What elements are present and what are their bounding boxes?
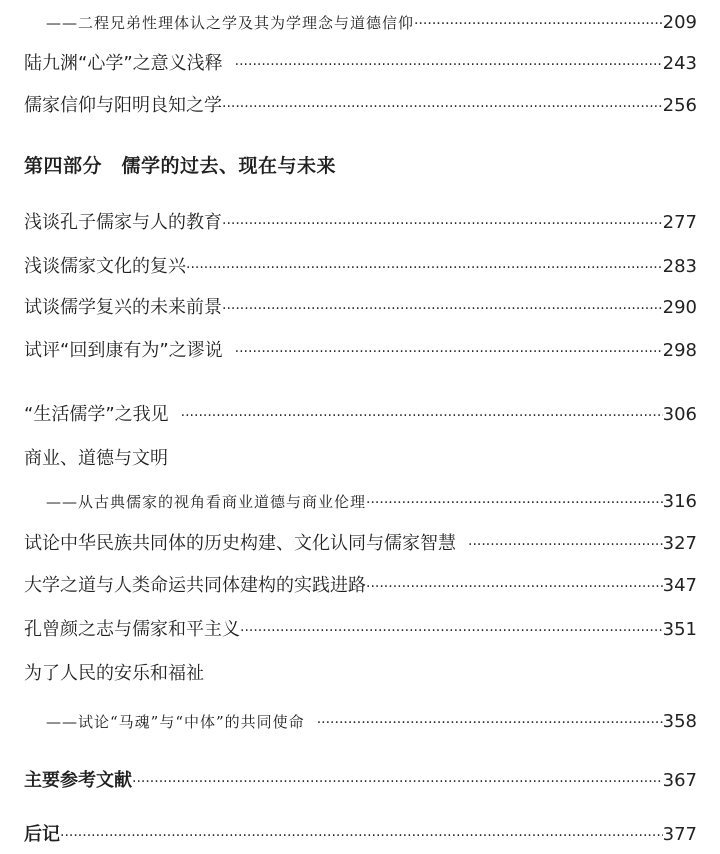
toc-leader-dots [181, 403, 663, 429]
toc-leader-dots [414, 11, 663, 37]
toc-entry-title: 商业、道德与文明 [24, 448, 168, 469]
toc-leader-dots [222, 211, 663, 237]
toc-leader-dots [366, 490, 663, 516]
toc-entry-title: 试评“回到康有为”之谬说 [24, 340, 223, 361]
toc-entry-title: “生活儒学”之我见 [24, 404, 169, 425]
toc-page-number: 243 [662, 53, 697, 74]
toc-leader-dots [366, 574, 663, 600]
toc-section-heading: 第四部分 儒学的过去、现在与未来 [24, 155, 337, 177]
toc-entry-title: 陆九渊“心学”之意义浅释 [24, 53, 223, 74]
toc-entry-title: 儒家信仰与阳明良知之学 [24, 95, 222, 116]
toc-page-number: 290 [662, 297, 697, 318]
toc-entry-subtitle: ——从古典儒家的视角看商业道德与商业伦理 [46, 493, 367, 511]
toc-leader-dots [186, 255, 663, 281]
toc-page-number: 306 [662, 404, 697, 425]
toc-entry [46, 709, 697, 736]
toc-leader-dots [317, 710, 663, 736]
toc-entry-subtitle: ——二程兄弟性理体认之学及其为学理念与道德信仰 [46, 14, 415, 32]
toc-entry-title: 主要参考文献 [24, 770, 132, 791]
toc-page-number: 351 [662, 619, 697, 640]
toc-page-number: 298 [662, 340, 697, 361]
toc-entry [24, 93, 697, 120]
toc-entry-title: 试论中华民族共同体的历史构建、文化认同与儒家智慧 [24, 533, 456, 554]
toc-leader-dots [222, 296, 663, 322]
toc-entry-title: 大学之道与人类命运共同体建构的实践进路 [24, 575, 366, 596]
toc-page-number: 358 [662, 711, 697, 732]
toc-entry [24, 338, 697, 365]
toc-entry [24, 768, 697, 795]
toc-leader-dots [60, 823, 663, 849]
toc-page-number: 209 [662, 12, 697, 33]
toc-page-number: 316 [662, 491, 697, 512]
toc-entry [46, 489, 697, 516]
toc-entry [24, 822, 697, 849]
toc-entry [24, 617, 697, 644]
toc-leader-dots [468, 532, 663, 558]
toc-leader-dots [132, 769, 663, 795]
toc-entry-title: 试谈儒学复兴的未来前景 [24, 297, 222, 318]
toc-entry-title: 后记 [24, 824, 60, 845]
toc-entry [24, 210, 697, 237]
toc-entry-title: 浅谈儒家文化的复兴 [24, 256, 186, 277]
toc-entry [24, 573, 697, 600]
toc-entry [24, 295, 697, 322]
toc-entry-subtitle: ——试论“马魂”与“中体”的共同使命 [46, 713, 305, 731]
toc-entry [46, 10, 697, 37]
toc-entry [24, 254, 697, 281]
toc-page-number: 347 [662, 575, 697, 596]
toc-page-number: 256 [662, 95, 697, 116]
toc-entry-title: 孔曾颜之志与儒家和平主义 [24, 619, 240, 640]
toc-page-number: 367 [662, 770, 697, 791]
toc-page-number: 377 [662, 824, 697, 845]
toc-entry-title: 为了人民的安乐和福祉 [24, 663, 204, 684]
toc-leader-dots [222, 94, 663, 120]
toc-page-number: 327 [662, 533, 697, 554]
toc-leader-dots [235, 52, 663, 78]
toc-entry [24, 51, 697, 78]
toc-entry [24, 402, 697, 429]
toc-page-number: 283 [662, 256, 697, 277]
toc-leader-dots [240, 618, 663, 644]
toc-entry-title: 浅谈孔子儒家与人的教育 [24, 212, 222, 233]
toc-page-number: 277 [662, 212, 697, 233]
toc-leader-dots [235, 339, 663, 365]
toc-entry [24, 531, 697, 558]
